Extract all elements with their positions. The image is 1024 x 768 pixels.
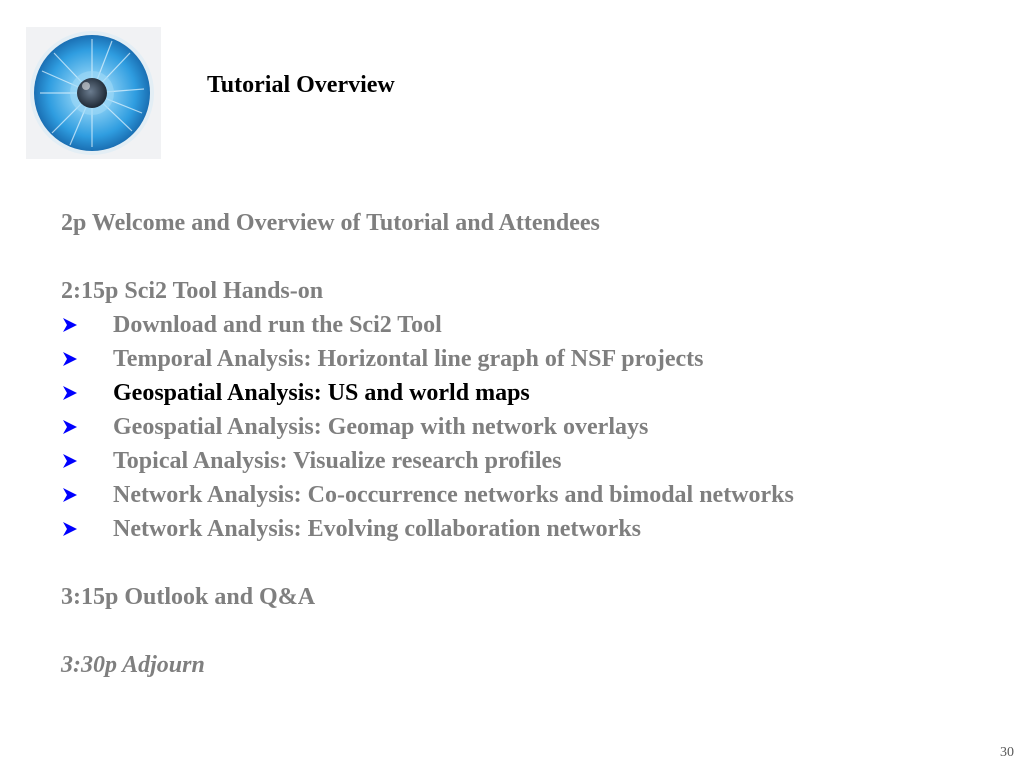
- bullet-item: [61, 308, 991, 342]
- bullet-text: Geospatial Analysis: US and world maps: [113, 380, 530, 406]
- agenda-item-outlook: 3:15p Outlook and Q&A: [61, 584, 316, 610]
- eye-logo-icon: [26, 27, 161, 159]
- arrowhead-bullet-icon: [61, 308, 113, 342]
- bullet-item: [61, 512, 991, 546]
- page-number: 30: [1000, 745, 1014, 760]
- bullet-item-highlighted: [61, 376, 991, 410]
- bullet-text: Temporal Analysis: Horizontal line graph of NSF projects: [113, 346, 704, 372]
- arrowhead-bullet-icon: [61, 376, 113, 410]
- bullet-item: [61, 410, 991, 444]
- arrowhead-bullet-icon: [61, 342, 113, 376]
- arrowhead-bullet-icon: [61, 444, 113, 478]
- bullet-text: Download and run the Sci2 Tool: [113, 312, 442, 338]
- arrowhead-bullet-icon: [61, 512, 113, 546]
- slide-title: Tutorial Overview: [207, 72, 395, 98]
- agenda-item-adjourn: 3:30p Adjourn: [61, 652, 205, 678]
- bullet-text: Geospatial Analysis: Geomap with network overlays: [113, 414, 649, 440]
- bullet-text: Network Analysis: Co-occurrence networks and bimodal networks: [113, 482, 794, 508]
- bullet-text: Network Analysis: Evolving collaboration networks: [113, 516, 642, 542]
- agenda-list: [61, 206, 991, 682]
- arrowhead-bullet-icon: [61, 410, 113, 444]
- agenda-item-hands-on: 2:15p Sci2 Tool Hands-on: [61, 278, 324, 304]
- bullet-text: Topical Analysis: Visualize research profiles: [113, 448, 562, 474]
- arrowhead-bullet-icon: [61, 478, 113, 512]
- agenda-item-welcome: 2p Welcome and Overview of Tutorial and Attendees: [61, 210, 600, 236]
- bullet-item: [61, 478, 991, 512]
- bullet-item: [61, 342, 991, 376]
- bullet-item: [61, 444, 991, 478]
